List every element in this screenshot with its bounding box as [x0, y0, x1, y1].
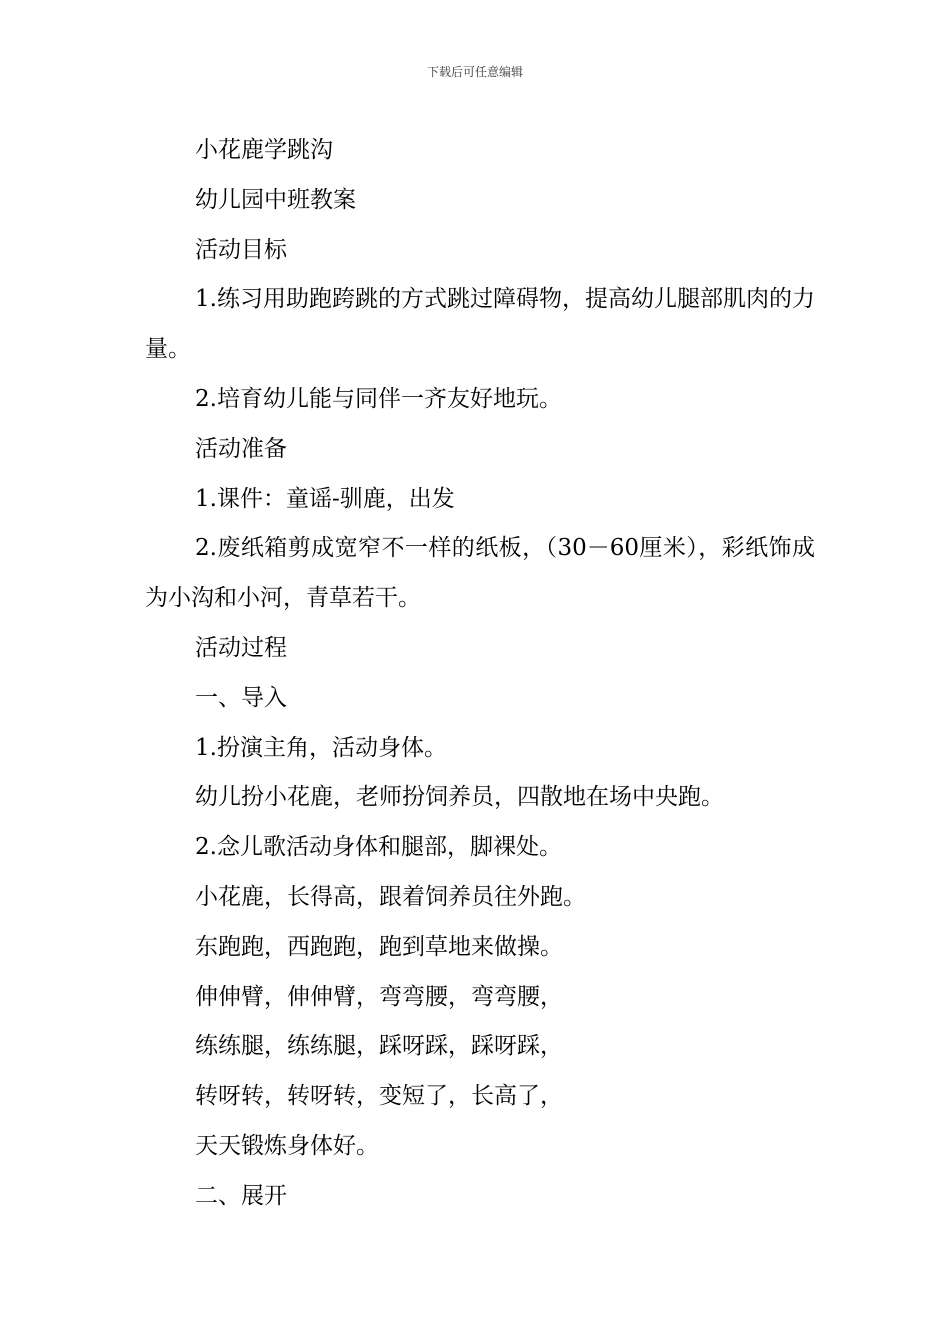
goal-item-1: 1.练习用助跑跨跳的方式跳过障碍物，提高幼儿腿部肌肉的力量。 [145, 286, 815, 363]
doc-subtitle: 幼儿园中班教案 [195, 186, 356, 213]
preparation-item-1: 1.课件：童谣-驯鹿，出发 [195, 485, 455, 512]
rhyme-line-1: 小花鹿，长得高，跟着饲养员往外跑。 [195, 883, 586, 910]
section-heading-goals: 活动目标 [195, 236, 287, 263]
header-note: 下载后可任意编辑 [426, 65, 523, 79]
document-body [145, 126, 815, 1222]
rhyme-line-6: 天天锻炼身体好。 [195, 1132, 379, 1159]
intro-item-1: 1.扮演主角，活动身体。 [195, 734, 447, 761]
process-step-develop: 二、展开 [195, 1182, 287, 1209]
rhyme-line-2: 东跑跑，西跑跑，跑到草地来做操。 [195, 933, 563, 960]
intro-item-2: 2.念儿歌活动身体和腿部，脚裸处。 [195, 834, 562, 861]
rhyme-line-5: 转呀转，转呀转，变短了，长高了， [195, 1083, 563, 1110]
section-heading-preparation: 活动准备 [195, 435, 287, 462]
rhyme-line-3: 伸伸臂，伸伸臂，弯弯腰，弯弯腰， [195, 983, 563, 1010]
doc-title: 小花鹿学跳沟 [195, 137, 333, 163]
section-heading-process: 活动过程 [195, 634, 287, 661]
goal-item-2: 2.培育幼儿能与同伴一齐友好地玩。 [195, 385, 562, 412]
preparation-item-2: 2.废纸箱剪成宽窄不一样的纸板，（30－60厘米），彩纸饰成为小沟和小河，青草若干。 [145, 535, 815, 612]
intro-item-1-detail: 幼儿扮小花鹿，老师扮饲养员，四散地在场中央跑。 [195, 784, 724, 811]
process-step-intro: 一、导入 [195, 684, 287, 711]
rhyme-line-4: 练练腿，练练腿，踩呀踩，踩呀踩， [195, 1033, 563, 1060]
